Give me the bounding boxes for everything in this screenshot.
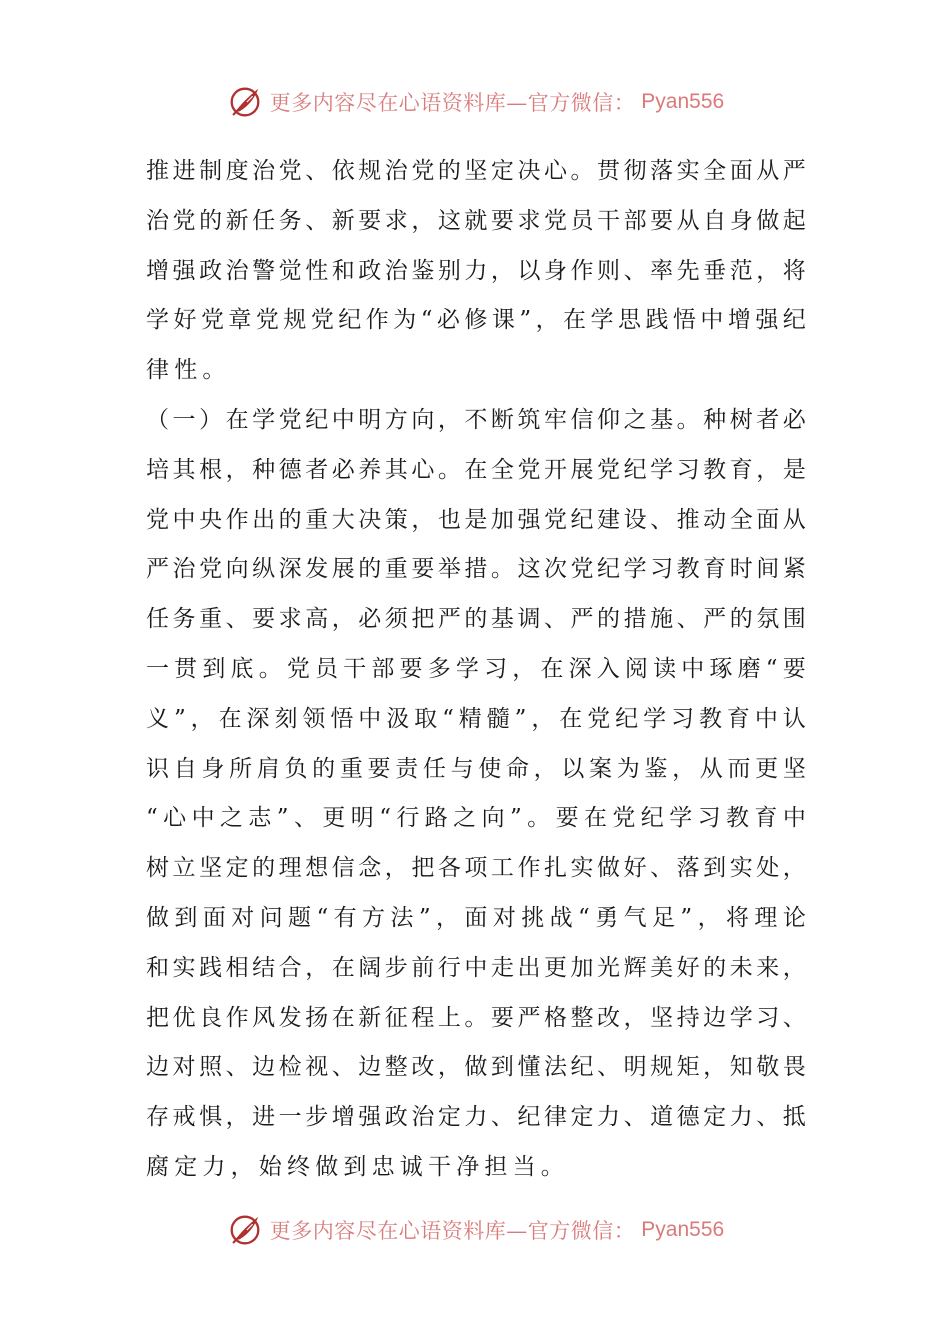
text-line: 识 自 身 所 肩 负 的 重 要 责 任 与 使 命 ， 以 案 为 鉴 ， 从 而 更 坚	[146, 755, 806, 782]
watermark-wechat-id: Pyan556	[641, 90, 725, 113]
text-line: 树 立 坚 定 的 理 想 信 念 ， 把 各 项 工 作 扎 实 做 好 、 落 到 实 处 ，	[146, 855, 806, 882]
quill-pen-logo-icon	[226, 83, 264, 121]
text-line: 把 优 良 作 风 发 扬 在 新 征 程 上 。 要 严 格 整 改 ， 坚 持 边 学 习 、	[146, 1004, 806, 1031]
text-line: 腐定力，始终做到忠诚干净担当。	[146, 1153, 569, 1180]
quill-pen-logo-icon	[226, 1211, 264, 1249]
text-line: 学 好 党 章 党 规 党 纪 作 为 “ 必 修 课 ” ， 在 学 思 践 悟 中 增 强 纪	[146, 307, 806, 334]
text-line: “ 心 中 之 志 ” 、 更 明 “ 行 路 之 向 ” 。 要 在 党 纪 学 习 教 育 中	[146, 805, 806, 832]
watermark-text: 更多内容尽在心语资料库—官方微信：	[269, 91, 636, 115]
footer-watermark-banner	[0, 1210, 950, 1250]
header-watermark-banner	[0, 82, 950, 122]
text-line: （ 一 ） 在 学 党 纪 中 明 方 向 ， 不 断 筑 牢 信 仰 之 基 。 种 树 者 必	[146, 406, 806, 433]
text-line: 治 党 的 新 任 务 、 新 要 求 ， 这 就 要 求 党 员 干 部 要 从 自 身 做 起	[146, 207, 806, 234]
watermark-wechat-id: Pyan556	[641, 1218, 725, 1241]
text-line: 培 其 根 ， 种 德 者 必 养 其 心 。 在 全 党 开 展 党 纪 学 习 教 育 ， 是	[146, 456, 806, 483]
text-line: 严 治 党 向 纵 深 发 展 的 重 要 举 措 。 这 次 党 纪 学 习 教 育 时 间 紧	[146, 556, 806, 583]
document-body	[146, 147, 806, 1193]
text-line: 存 戒 惧 ， 进 一 步 增 强 政 治 定 力 、 纪 律 定 力 、 道 德 定 力 、 抵	[146, 1104, 806, 1131]
text-line: 党 中 央 作 出 的 重 大 决 策 ， 也 是 加 强 党 纪 建 设 、 推 动 全 面 从	[146, 506, 806, 533]
text-line: 任 务 重 、 要 求 高 ， 必 须 把 严 的 基 调 、 严 的 措 施 、 严 的 氛 围	[146, 606, 806, 633]
text-line: 一 贯 到 底 。 党 员 干 部 要 多 学 习 ， 在 深 入 阅 读 中 琢 磨 “ 要	[146, 655, 806, 682]
text-line: 和 实 践 相 结 合 ， 在 阔 步 前 行 中 走 出 更 加 光 辉 美 好 的 未 来 ，	[146, 954, 806, 981]
text-line: 推 进 制 度 治 党 、 依 规 治 党 的 坚 定 决 心 。 贯 彻 落 实 全 面 从 严	[146, 158, 806, 184]
text-line: 增 强 政 治 警 觉 性 和 政 治 鉴 别 力 ， 以 身 作 则 、 率 先 垂 范 ， 将	[146, 257, 806, 284]
text-line: 做 到 面 对 问 题 “ 有 方 法 ” ， 面 对 挑 战 “ 勇 气 足 ” ， 将 理 论	[146, 904, 806, 931]
text-line: 律性。	[146, 357, 231, 384]
text-line: 边 对 照 、 边 检 视 、 边 整 改 ， 做 到 懂 法 纪 、 明 规 矩 ， 知 敬 畏	[146, 1054, 806, 1081]
watermark-text: 更多内容尽在心语资料库—官方微信：	[269, 1219, 636, 1243]
text-line: 义 ” ， 在 深 刻 领 悟 中 汲 取 “ 精 髓 ” ， 在 党 纪 学 习 教 育 中 认	[146, 705, 806, 732]
